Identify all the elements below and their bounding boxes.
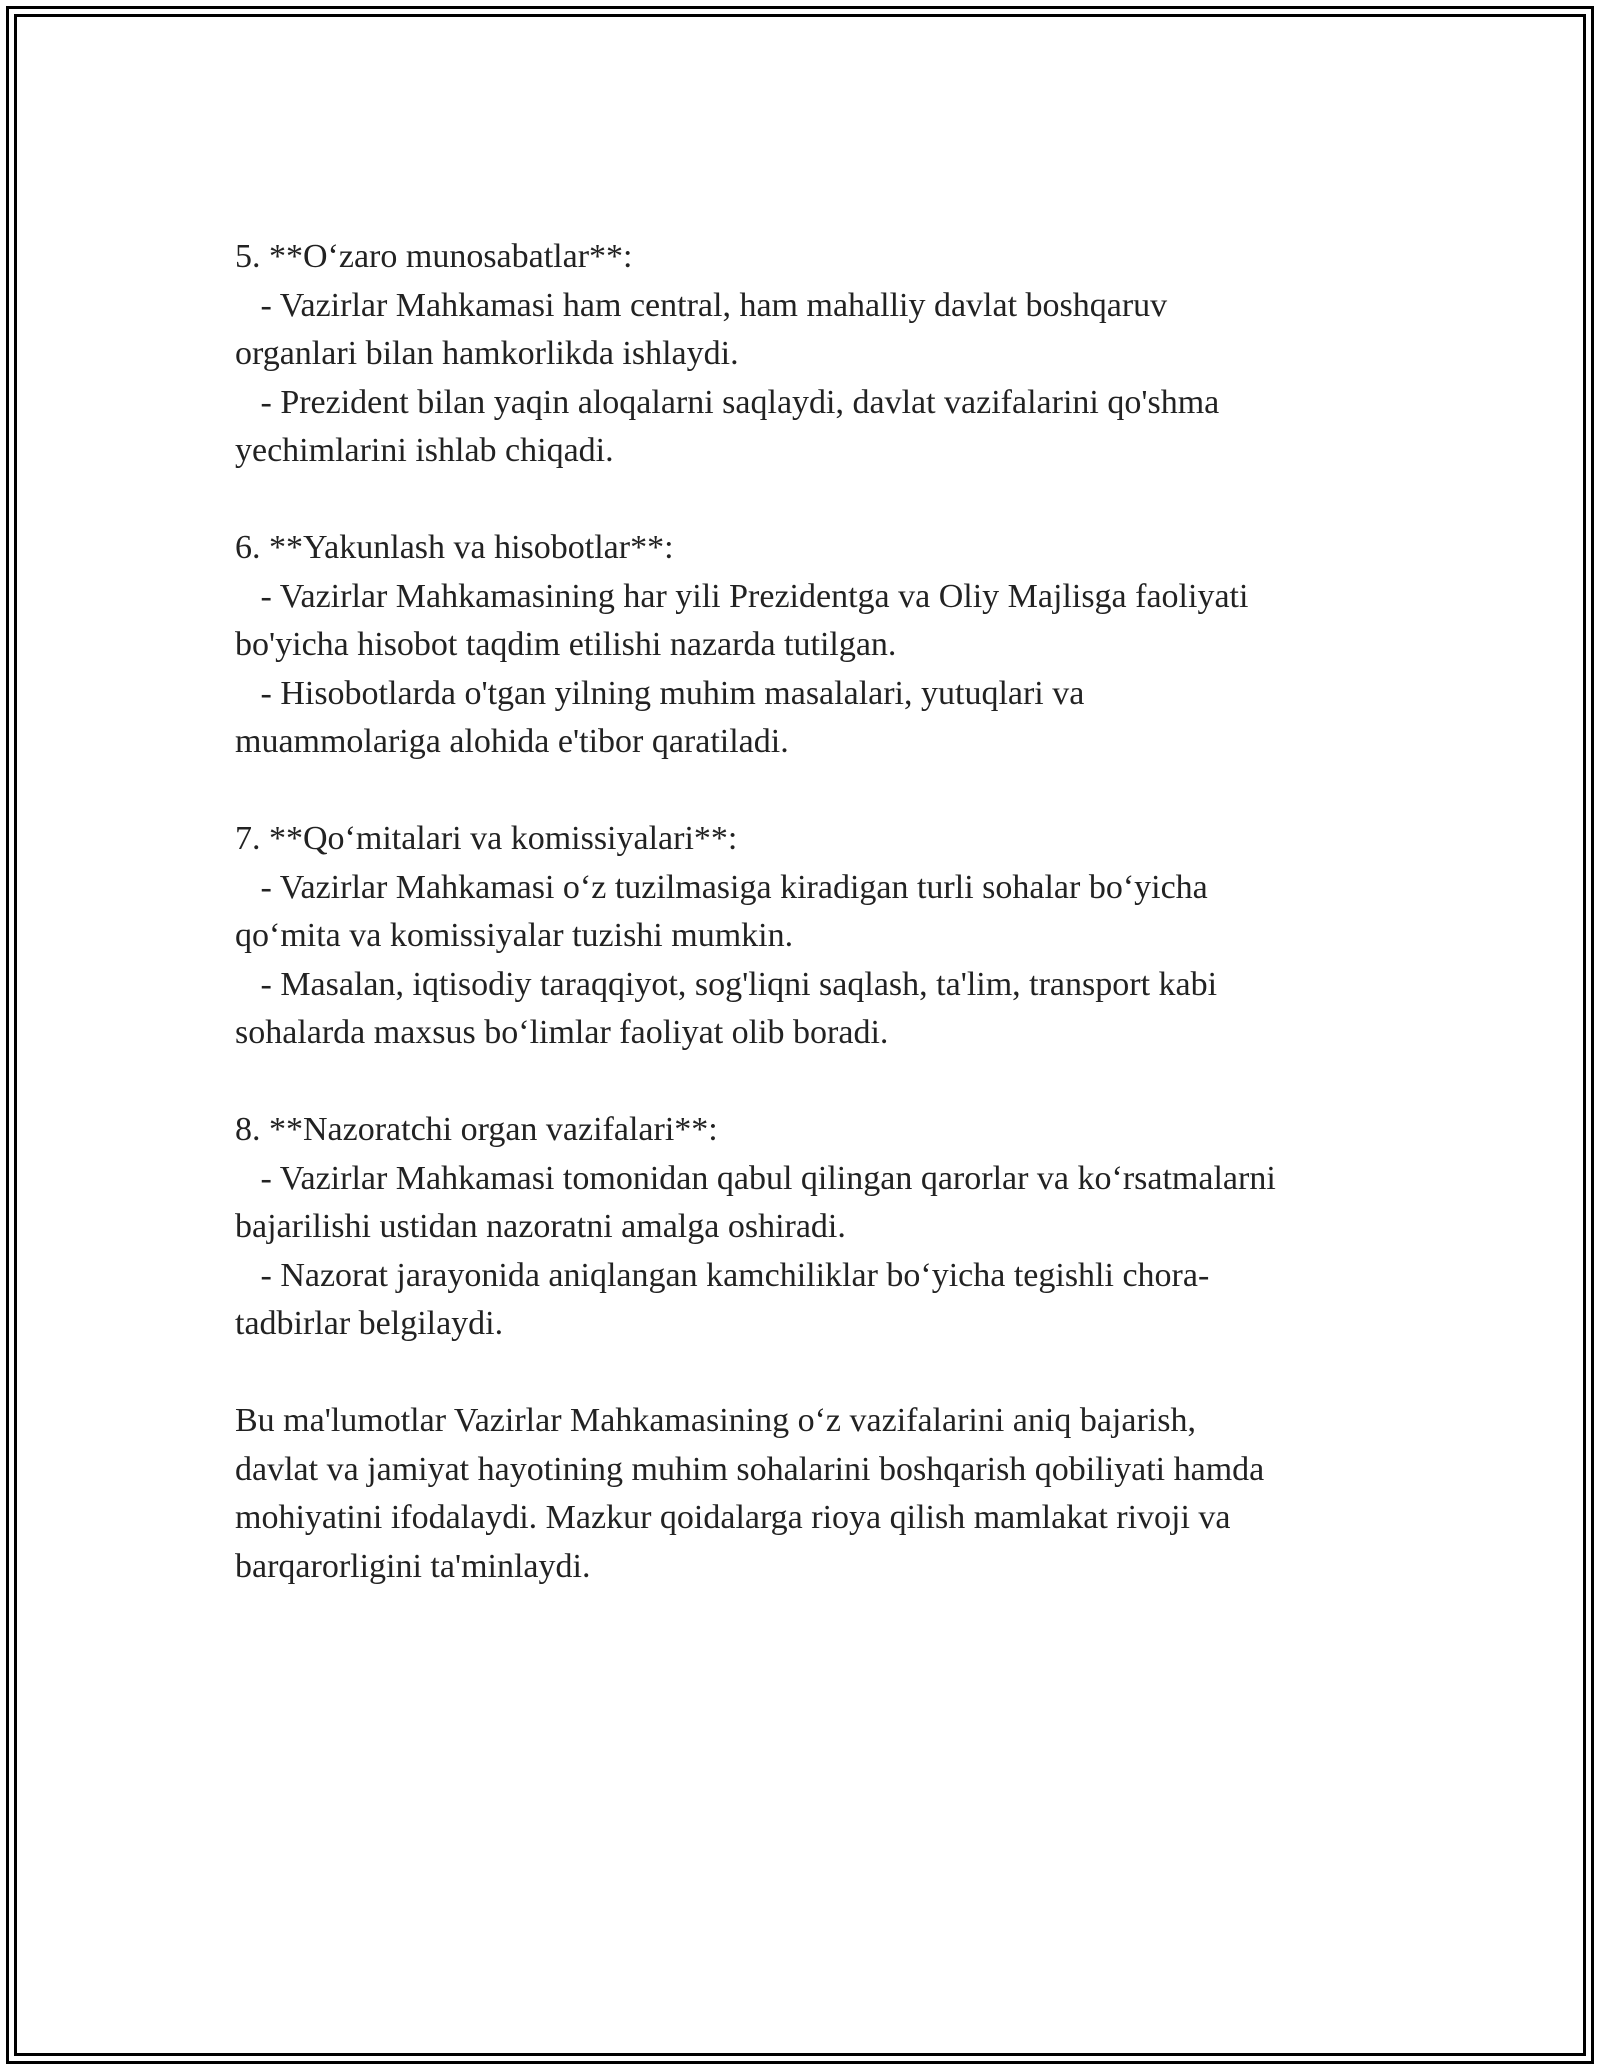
text-line: - Nazorat jarayonida aniqlangan kamchiliklar bo‘yicha tegishli chora- bbox=[235, 1256, 1210, 1294]
conclusion-paragraph bbox=[235, 1397, 1415, 1591]
text-line: - Vazirlar Mahkamasining har yili Prezidentga va Oliy Majlisga faoliyati bbox=[235, 577, 1249, 615]
section-5-mutual-relations bbox=[235, 233, 1415, 476]
text-line: tadbirlar belgilaydi. bbox=[235, 1305, 504, 1342]
text-line: - Vazirlar Mahkamasi tomonidan qabul qilingan qarorlar va ko‘rsatmalarni bbox=[235, 1159, 1276, 1197]
text-line: organlari bilan hamkorlikda ishlaydi. bbox=[235, 335, 739, 372]
text-line: - Vazirlar Mahkamasi o‘z tuzilmasiga kiradigan turli sohalar bo‘yicha bbox=[235, 868, 1208, 906]
document-body bbox=[235, 233, 1415, 1640]
section-8-oversight bbox=[235, 1106, 1415, 1349]
section-heading: 6. **Yakunlash va hisobotlar**: bbox=[235, 529, 674, 566]
section-heading: 8. **Nazoratchi organ vazifalari**: bbox=[235, 1111, 718, 1148]
section-7-committees bbox=[235, 815, 1415, 1058]
text-line: - Vazirlar Mahkamasi ham central, ham mahalliy davlat boshqaruv bbox=[235, 286, 1168, 324]
text-line: bo'yicha hisobot taqdim etilishi nazarda tutilgan. bbox=[235, 626, 897, 663]
section-heading: 5. **O‘zaro munosabatlar**: bbox=[235, 238, 633, 275]
text-line: mohiyatini ifodalaydi. Mazkur qoidalarga rioya qilish mamlakat rivoji va bbox=[235, 1499, 1231, 1536]
text-line: davlat va jamiyat hayotining muhim sohalarini boshqarish qobiliyati hamda bbox=[235, 1450, 1265, 1488]
text-line: bajarilishi ustidan nazoratni amalga oshiradi. bbox=[235, 1208, 846, 1245]
text-line: qo‘mita va komissiyalar tuzishi mumkin. bbox=[235, 917, 794, 954]
text-line: yechimlarini ishlab chiqadi. bbox=[235, 432, 614, 469]
text-line: Bu ma'lumotlar Vazirlar Mahkamasining o‘z vazifalarini aniq bajarish, bbox=[235, 1402, 1196, 1439]
section-heading: 7. **Qo‘mitalari va komissiyalari**: bbox=[235, 820, 738, 857]
text-line: - Hisobotlarda o'tgan yilning muhim masalalari, yutuqlari va bbox=[235, 674, 1085, 712]
text-line: barqarorligini ta'minlaydi. bbox=[235, 1547, 591, 1585]
section-6-reports bbox=[235, 524, 1415, 767]
text-line: - Masalan, iqtisodiy taraqqiyot, sog'liqni saqlash, ta'lim, transport kabi bbox=[235, 965, 1218, 1003]
text-line: sohalarda maxsus bo‘limlar faoliyat olib boradi. bbox=[235, 1014, 889, 1051]
text-line: - Prezident bilan yaqin aloqalarni saqlaydi, davlat vazifalarini qo'shma bbox=[235, 383, 1220, 421]
text-line: muammolariga alohida e'tibor qaratiladi. bbox=[235, 723, 789, 760]
